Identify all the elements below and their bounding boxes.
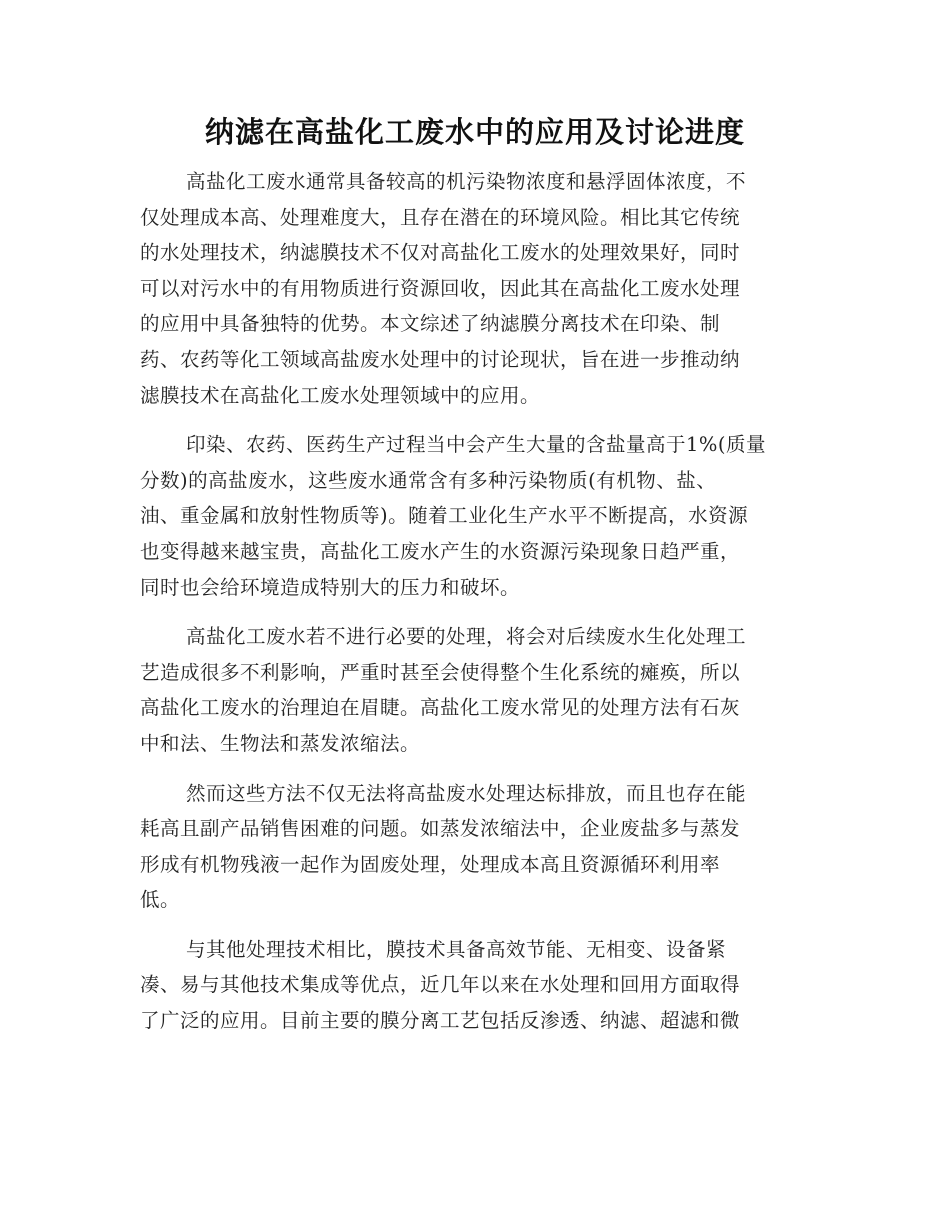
paragraph-line: 同时也会给环境造成特别大的压力和破坏。 <box>140 575 521 599</box>
paragraph-line: 凑、易与其他技术集成等优点，近几年以来在水处理和回用方面取得 <box>140 973 741 997</box>
document-body <box>140 164 806 1053</box>
paragraph-line: 也变得越来越宝贵，高盐化工废水产生的水资源污染现象日趋严重， <box>140 539 741 563</box>
paragraph-line: 高盐化工废水的治理迫在眉睫。高盐化工废水常见的处理方法有石灰 <box>140 696 741 720</box>
paragraph-line: 了广泛的应用。目前主要的膜分离工艺包括反渗透、纳滤、超滤和微 <box>140 1009 741 1033</box>
paragraph-line: 低。 <box>140 888 181 912</box>
document-title: 纳滤在高盐化工废水中的应用及讨论进度 <box>204 115 745 149</box>
paragraph-line: 可以对污水中的有用物质进行资源回收，因此其在高盐化工废水处理 <box>140 276 741 300</box>
paragraph <box>140 776 806 918</box>
paragraph-line: 艺造成很多不利影响，严重时甚至会使得整个生化系统的瘫痪，所以 <box>140 660 741 684</box>
paragraph-line: 与其他处理技术相比，膜技术具备高效节能、无相变、设备紧 <box>186 937 727 961</box>
paragraph-line: 药、农药等化工领域高盐废水处理中的讨论现状，旨在进一步推动纳 <box>140 347 741 371</box>
paragraph <box>140 932 806 1039</box>
paragraph-line: 印染、农药、医药生产过程当中会产生大量的含盐量高于1%(质量 <box>186 433 767 457</box>
paragraph-line: 滤膜技术在高盐化工废水处理领域中的应用。 <box>140 383 541 407</box>
paragraph-line: 的水处理技术，纳滤膜技术不仅对高盐化工废水的处理效果好，同时 <box>140 241 741 265</box>
paragraph <box>140 619 806 761</box>
paragraph-line: 中和法、生物法和蒸发浓缩法。 <box>140 731 421 755</box>
paragraph <box>140 427 806 605</box>
paragraph-line: 高盐化工废水通常具备较高的机污染物浓度和悬浮固体浓度，不 <box>186 170 747 193</box>
paragraph-line: 油、重金属和放射性物质等)。随着工业化生产水平不断提高，水资源 <box>140 504 749 528</box>
paragraph-line: 的应用中具备独特的优势。本文综述了纳滤膜分离技术在印染、制 <box>140 312 721 336</box>
paragraph-line: 耗高且副产品销售困难的问题。如蒸发浓缩法中，企业废盐多与蒸发 <box>140 817 741 841</box>
paragraph-line: 形成有机物残液一起作为固废处理，处理成本高且资源循环利用率 <box>140 852 721 876</box>
paragraph-line: 仅处理成本高、处理难度大，且存在潜在的环境风险。相比其它传统 <box>140 205 741 229</box>
paragraph <box>140 164 806 413</box>
paragraph-line: 然而这些方法不仅无法将高盐废水处理达标排放，而且也存在能 <box>186 781 747 805</box>
paragraph-line: 高盐化工废水若不进行必要的处理，将会对后续废水生化处理工 <box>186 625 747 649</box>
paragraph-line: 分数)的高盐废水，这些废水通常含有多种污染物质(有机物、盐、 <box>140 468 717 492</box>
